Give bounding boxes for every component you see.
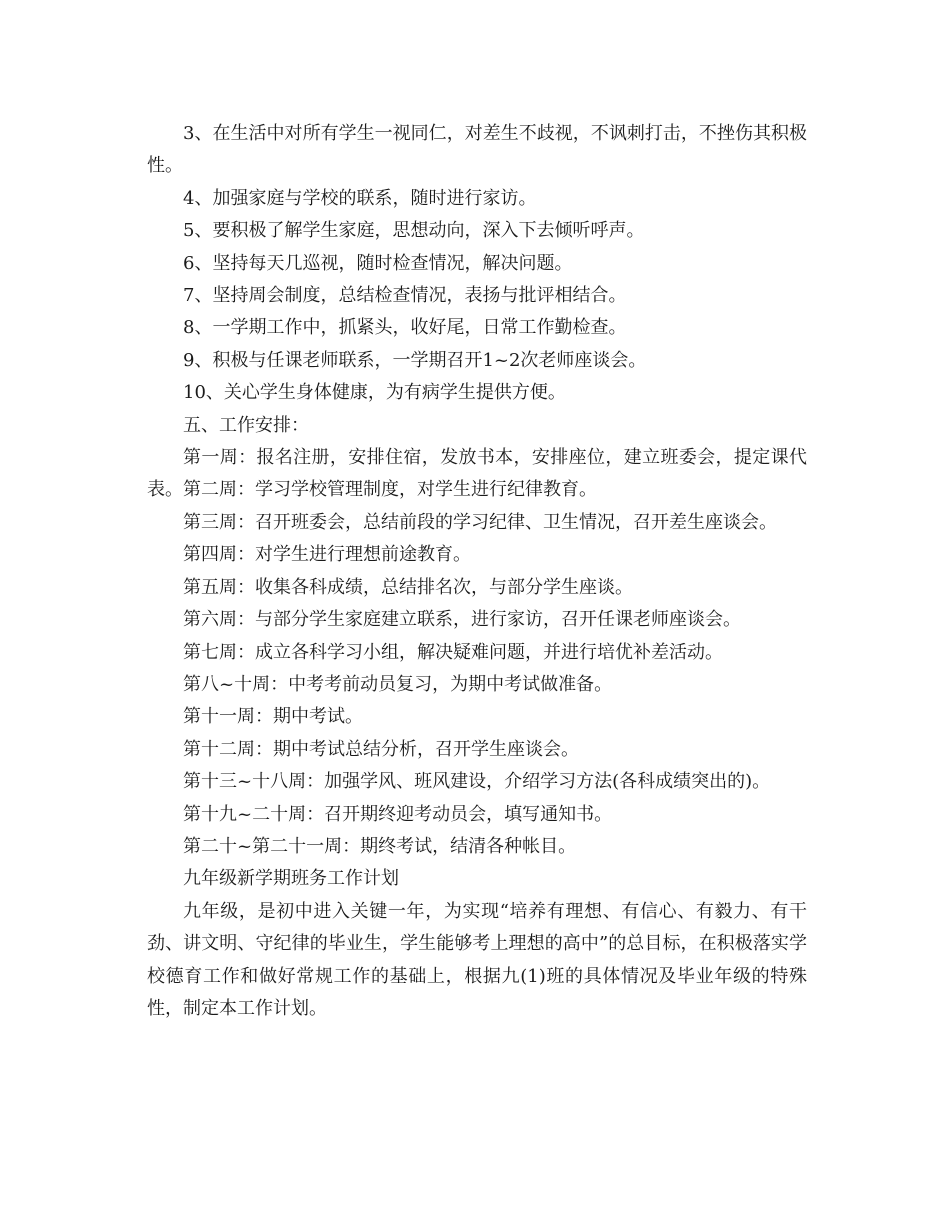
document-body xyxy=(147,118,807,1025)
schedule-week-8-10: 第八~十周：中考考前动员复习，为期中考试做准备。 xyxy=(183,673,613,695)
paragraph-item-3: 3、在生活中对所有学生一视同仁，对差生不歧视，不讽刺打击，不挫伤其积极性。 xyxy=(147,123,807,177)
paragraph-item-4: 4、加强家庭与学校的联系，随时进行家访。 xyxy=(183,187,537,209)
schedule-week-11: 第十一周：期中考试。 xyxy=(183,706,363,728)
schedule-week-20-21: 第二十~第二十一周：期终考试，结清各种帐目。 xyxy=(183,835,577,857)
schedule-week-6: 第六周：与部分学生家庭建立联系，进行家访，召开任课老师座谈会。 xyxy=(183,609,741,631)
paragraph-item-5: 5、要积极了解学生家庭，思想动向，深入下去倾听呼声。 xyxy=(183,220,645,242)
paragraph-item-9: 9、积极与任课老师联系，一学期召开1~2次老师座谈会。 xyxy=(183,349,647,371)
section-heading-schedule: 五、工作安排： xyxy=(183,414,309,436)
paragraph-item-7: 7、坚持周会制度，总结检查情况，表扬与批评相结合。 xyxy=(183,285,627,307)
paragraph-item-10: 10、关心学生身体健康，为有病学生提供方便。 xyxy=(183,382,566,404)
schedule-week-13-18: 第十三~十八周：加强学风、班风建设，介绍学习方法(各科成绩突出的)。 xyxy=(183,771,771,793)
schedule-week-5: 第五周：收集各科成绩，总结排名次，与部分学生座谈。 xyxy=(183,576,633,598)
schedule-week-3: 第三周：召开班委会，总结前段的学习纪律、卫生情况，召开差生座谈会。 xyxy=(183,511,777,533)
schedule-week-7: 第七周：成立各科学习小组，解决疑难问题，并进行培优补差活动。 xyxy=(183,641,723,663)
document-title: 九年级新学期班务工作计划 xyxy=(183,868,399,890)
paragraph-item-8: 8、一学期工作中，抓紧头，收好尾，日常工作勤检查。 xyxy=(183,317,627,339)
schedule-week-4: 第四周：对学生进行理想前途教育。 xyxy=(183,544,471,566)
schedule-week-19-20: 第十九~二十周：召开期终迎考动员会，填写通知书。 xyxy=(183,803,613,825)
schedule-week-12: 第十二周：期中考试总结分析，召开学生座谈会。 xyxy=(183,738,579,760)
intro-paragraph: 九年级，是初中进入关键一年，为实现“培养有理想、有信心、有毅力、有干劲、讲文明、守纪律的毕业生，学生能够考上理想的高中”的总目标，在积极落实学校德育工作和做好常规工作的基础上，根据九(1)班的具体情况及毕业年级的特殊性，制定本工作计划。 xyxy=(147,900,807,1019)
paragraph-item-6: 6、坚持每天几巡视，随时检查情况，解决问题。 xyxy=(183,252,573,274)
schedule-week-1-2: 第一周：报名注册，安排住宿，发放书本，安排座位，建立班委会，提定课代表。第二周：学习学校管理制度，对学生进行纪律教育。 xyxy=(147,447,807,501)
